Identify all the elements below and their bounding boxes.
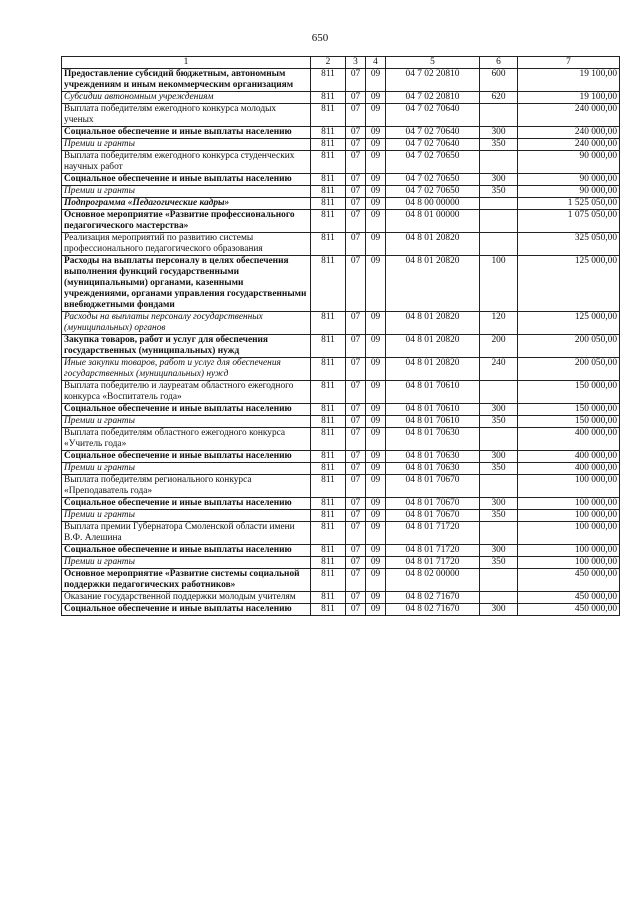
row-expense-type [480,210,518,233]
row-section: 07 [346,174,366,186]
table-row [62,510,620,522]
row-description: Оказание государственной поддержки молодым учителям [62,592,311,604]
row-amount: 450 000,00 [518,604,620,616]
row-section: 07 [346,358,366,381]
row-section: 07 [346,69,366,92]
row-ministry-code: 811 [311,604,346,616]
column-header: 5 [386,57,480,69]
row-expense-type [480,104,518,127]
row-subsection: 09 [366,569,386,592]
row-expense-type: 300 [480,127,518,139]
row-expense-type: 300 [480,451,518,463]
row-section: 07 [346,381,366,404]
row-description: Социальное обеспечение и иные выплаты населению [62,498,311,510]
row-expense-type: 100 [480,256,518,312]
row-ministry-code: 811 [311,104,346,127]
row-expense-type: 350 [480,463,518,475]
row-ministry-code: 811 [311,498,346,510]
row-ministry-code: 811 [311,151,346,174]
row-expense-type [480,233,518,256]
row-target-article: 04 8 01 70610 [386,416,480,428]
table-row [62,545,620,557]
row-description: Выплата победителю и лауреатам областного ежегодного конкурса «Воспитатель года» [62,381,311,404]
row-section: 07 [346,151,366,174]
row-target-article: 04 8 01 70610 [386,381,480,404]
row-target-article: 04 8 02 00000 [386,569,480,592]
table-row [62,557,620,569]
row-ministry-code: 811 [311,463,346,475]
row-target-article: 04 8 01 70610 [386,404,480,416]
row-subsection: 09 [366,151,386,174]
table-row [62,256,620,312]
row-expense-type: 300 [480,498,518,510]
row-description: Расходы на выплаты персоналу в целях обеспечения выполнения функций государственными (муниципальными) органами, казенными учреждениями, органами управления государственными внебюджетными фондами [62,256,311,312]
row-subsection: 09 [366,475,386,498]
row-subsection: 09 [366,186,386,198]
row-target-article: 04 8 01 20820 [386,233,480,256]
table-row [62,592,620,604]
row-target-article: 04 8 01 71720 [386,545,480,557]
row-ministry-code: 811 [311,510,346,522]
row-ministry-code: 811 [311,522,346,545]
row-expense-type [480,381,518,404]
row-subsection: 09 [366,210,386,233]
table-row [62,498,620,510]
row-ministry-code: 811 [311,475,346,498]
row-ministry-code: 811 [311,127,346,139]
row-subsection: 09 [366,69,386,92]
row-description: Предоставление субсидий бюджетным, автономным учреждениям и иным некоммерческим организациям [62,69,311,92]
row-target-article: 04 7 02 70650 [386,151,480,174]
row-ministry-code: 811 [311,451,346,463]
row-expense-type: 240 [480,358,518,381]
row-section: 07 [346,545,366,557]
row-description: Премии и гранты [62,139,311,151]
row-ministry-code: 811 [311,139,346,151]
row-description: Социальное обеспечение и иные выплаты населению [62,174,311,186]
row-subsection: 09 [366,92,386,104]
budget-table [61,56,620,616]
table-row [62,186,620,198]
row-target-article: 04 7 02 70640 [386,104,480,127]
row-subsection: 09 [366,233,386,256]
row-description: Реализация мероприятий по развитию системы профессионального педагогического образования [62,233,311,256]
row-amount: 240 000,00 [518,139,620,151]
row-expense-type: 350 [480,557,518,569]
row-ministry-code: 811 [311,592,346,604]
row-subsection: 09 [366,416,386,428]
row-amount: 90 000,00 [518,186,620,198]
table-row [62,451,620,463]
row-target-article: 04 7 02 70650 [386,186,480,198]
row-amount: 240 000,00 [518,104,620,127]
table-row [62,210,620,233]
row-description: Выплата победителям ежегодного конкурса студенческих научных работ [62,151,311,174]
row-subsection: 09 [366,498,386,510]
row-description: Закупка товаров, работ и услуг для обеспечения государственных (муниципальных) нужд [62,335,311,358]
row-expense-type: 350 [480,139,518,151]
row-target-article: 04 7 02 70650 [386,174,480,186]
row-subsection: 09 [366,174,386,186]
table-row [62,604,620,616]
row-amount: 100 000,00 [518,522,620,545]
row-description: Социальное обеспечение и иные выплаты населению [62,127,311,139]
row-section: 07 [346,233,366,256]
row-section: 07 [346,604,366,616]
row-description: Основное мероприятие «Развитие системы социальной поддержки педагогических работников» [62,569,311,592]
row-subsection: 09 [366,139,386,151]
row-expense-type: 620 [480,92,518,104]
table-row [62,312,620,335]
row-ministry-code: 811 [311,256,346,312]
row-description: Подпрограмма «Педагогические кадры» [62,198,311,210]
row-section: 07 [346,335,366,358]
row-subsection: 09 [366,256,386,312]
row-description: Премии и гранты [62,463,311,475]
row-target-article: 04 8 01 70670 [386,498,480,510]
row-expense-type: 350 [480,510,518,522]
row-section: 07 [346,312,366,335]
column-header: 2 [311,57,346,69]
row-section: 07 [346,256,366,312]
row-section: 07 [346,210,366,233]
row-section: 07 [346,404,366,416]
row-amount: 200 050,00 [518,335,620,358]
row-expense-type [480,198,518,210]
row-description: Выплата победителям ежегодного конкурса молодых ученых [62,104,311,127]
row-ministry-code: 811 [311,358,346,381]
row-ministry-code: 811 [311,186,346,198]
row-amount: 100 000,00 [518,498,620,510]
row-ministry-code: 811 [311,404,346,416]
table-body [62,69,620,616]
row-section: 07 [346,522,366,545]
row-section: 07 [346,557,366,569]
column-header: 7 [518,57,620,69]
row-description: Выплата премии Губернатора Смоленской области имени В.Ф. Алешина [62,522,311,545]
row-expense-type [480,475,518,498]
row-ministry-code: 811 [311,569,346,592]
row-ministry-code: 811 [311,416,346,428]
row-section: 07 [346,92,366,104]
row-subsection: 09 [366,335,386,358]
row-expense-type [480,569,518,592]
row-expense-type [480,428,518,451]
row-subsection: 09 [366,404,386,416]
row-description: Субсидии автономным учреждениям [62,92,311,104]
table-row [62,475,620,498]
row-subsection: 09 [366,127,386,139]
table-row [62,522,620,545]
row-target-article: 04 8 01 70630 [386,463,480,475]
row-amount: 240 000,00 [518,127,620,139]
row-expense-type: 200 [480,335,518,358]
row-ministry-code: 811 [311,557,346,569]
table-row [62,69,620,92]
row-description: Социальное обеспечение и иные выплаты населению [62,604,311,616]
row-target-article: 04 8 01 71720 [386,522,480,545]
row-expense-type: 300 [480,174,518,186]
row-subsection: 09 [366,557,386,569]
row-target-article: 04 7 02 70640 [386,127,480,139]
table-row [62,198,620,210]
row-section: 07 [346,569,366,592]
row-expense-type [480,151,518,174]
row-ministry-code: 811 [311,69,346,92]
row-amount: 325 050,00 [518,233,620,256]
row-target-article: 04 7 02 70640 [386,139,480,151]
row-subsection: 09 [366,463,386,475]
row-description: Премии и гранты [62,557,311,569]
row-amount: 125 000,00 [518,312,620,335]
row-section: 07 [346,510,366,522]
row-target-article: 04 8 01 70630 [386,451,480,463]
row-description: Социальное обеспечение и иные выплаты населению [62,545,311,557]
row-target-article: 04 7 02 20810 [386,69,480,92]
row-expense-type: 300 [480,404,518,416]
row-expense-type [480,592,518,604]
row-section: 07 [346,451,366,463]
row-amount: 19 100,00 [518,69,620,92]
row-subsection: 09 [366,545,386,557]
row-amount: 19 100,00 [518,92,620,104]
row-amount: 150 000,00 [518,381,620,404]
row-subsection: 09 [366,604,386,616]
table-row [62,92,620,104]
row-ministry-code: 811 [311,312,346,335]
row-description: Социальное обеспечение и иные выплаты населению [62,451,311,463]
row-subsection: 09 [366,381,386,404]
row-subsection: 09 [366,198,386,210]
row-amount: 200 050,00 [518,358,620,381]
row-description: Расходы на выплаты персоналу государственных (муниципальных) органов [62,312,311,335]
row-section: 07 [346,198,366,210]
row-amount: 400 000,00 [518,451,620,463]
table-row [62,335,620,358]
column-header: 3 [346,57,366,69]
table-row [62,416,620,428]
row-expense-type: 120 [480,312,518,335]
row-expense-type: 600 [480,69,518,92]
row-target-article: 04 8 01 71720 [386,557,480,569]
row-target-article: 04 7 02 20810 [386,92,480,104]
row-amount: 1 075 050,00 [518,210,620,233]
column-header: 4 [366,57,386,69]
table-row [62,463,620,475]
row-ministry-code: 811 [311,428,346,451]
row-description: Премии и гранты [62,416,311,428]
row-target-article: 04 8 01 20820 [386,256,480,312]
table-row [62,381,620,404]
row-subsection: 09 [366,510,386,522]
row-section: 07 [346,592,366,604]
row-section: 07 [346,463,366,475]
row-amount: 400 000,00 [518,428,620,451]
row-ministry-code: 811 [311,335,346,358]
table-row [62,104,620,127]
row-section: 07 [346,416,366,428]
row-target-article: 04 8 01 20820 [386,335,480,358]
row-section: 07 [346,475,366,498]
row-description: Премии и гранты [62,186,311,198]
row-section: 07 [346,428,366,451]
row-expense-type: 300 [480,604,518,616]
row-section: 07 [346,139,366,151]
row-subsection: 09 [366,522,386,545]
row-target-article: 04 8 01 00000 [386,210,480,233]
row-ministry-code: 811 [311,381,346,404]
row-amount: 90 000,00 [518,151,620,174]
row-ministry-code: 811 [311,210,346,233]
row-section: 07 [346,186,366,198]
row-subsection: 09 [366,592,386,604]
table-row [62,127,620,139]
page-number: 650 [311,32,329,44]
row-amount: 450 000,00 [518,592,620,604]
row-section: 07 [346,498,366,510]
row-description: Основное мероприятие «Развитие профессионального педагогического мастерства» [62,210,311,233]
row-amount: 1 525 050,00 [518,198,620,210]
row-amount: 125 000,00 [518,256,620,312]
column-header: 6 [480,57,518,69]
table-row [62,233,620,256]
row-description: Выплата победителям областного ежегодного конкурса «Учитель года» [62,428,311,451]
row-amount: 100 000,00 [518,557,620,569]
row-amount: 100 000,00 [518,545,620,557]
row-section: 07 [346,127,366,139]
row-target-article: 04 8 02 71670 [386,604,480,616]
table-row [62,174,620,186]
row-description: Социальное обеспечение и иные выплаты населению [62,404,311,416]
table-row [62,358,620,381]
table-row [62,428,620,451]
table-header-row [62,57,620,69]
row-target-article: 04 8 01 20820 [386,358,480,381]
row-amount: 100 000,00 [518,475,620,498]
row-ministry-code: 811 [311,174,346,186]
row-ministry-code: 811 [311,233,346,256]
row-ministry-code: 811 [311,545,346,557]
row-ministry-code: 811 [311,198,346,210]
row-amount: 400 000,00 [518,463,620,475]
column-header: 1 [62,57,311,69]
row-amount: 90 000,00 [518,174,620,186]
row-section: 07 [346,104,366,127]
table-row [62,569,620,592]
row-expense-type: 350 [480,186,518,198]
row-subsection: 09 [366,428,386,451]
row-subsection: 09 [366,358,386,381]
row-target-article: 04 8 00 00000 [386,198,480,210]
row-subsection: 09 [366,104,386,127]
row-target-article: 04 8 01 20820 [386,312,480,335]
budget-table-container [61,56,619,616]
row-subsection: 09 [366,312,386,335]
table-row [62,151,620,174]
row-amount: 150 000,00 [518,404,620,416]
row-description: Иные закупки товаров, работ и услуг для обеспечения государственных (муниципальных) нужд [62,358,311,381]
table-row [62,139,620,151]
row-ministry-code: 811 [311,92,346,104]
table-row [62,404,620,416]
row-target-article: 04 8 01 70630 [386,428,480,451]
row-description: Премии и гранты [62,510,311,522]
row-amount: 150 000,00 [518,416,620,428]
row-description: Выплата победителям регионального конкурса «Преподаватель года» [62,475,311,498]
row-amount: 100 000,00 [518,510,620,522]
row-target-article: 04 8 01 70670 [386,475,480,498]
row-subsection: 09 [366,451,386,463]
row-target-article: 04 8 02 71670 [386,592,480,604]
row-expense-type: 300 [480,545,518,557]
row-amount: 450 000,00 [518,569,620,592]
row-expense-type [480,522,518,545]
row-target-article: 04 8 01 70670 [386,510,480,522]
row-expense-type: 350 [480,416,518,428]
